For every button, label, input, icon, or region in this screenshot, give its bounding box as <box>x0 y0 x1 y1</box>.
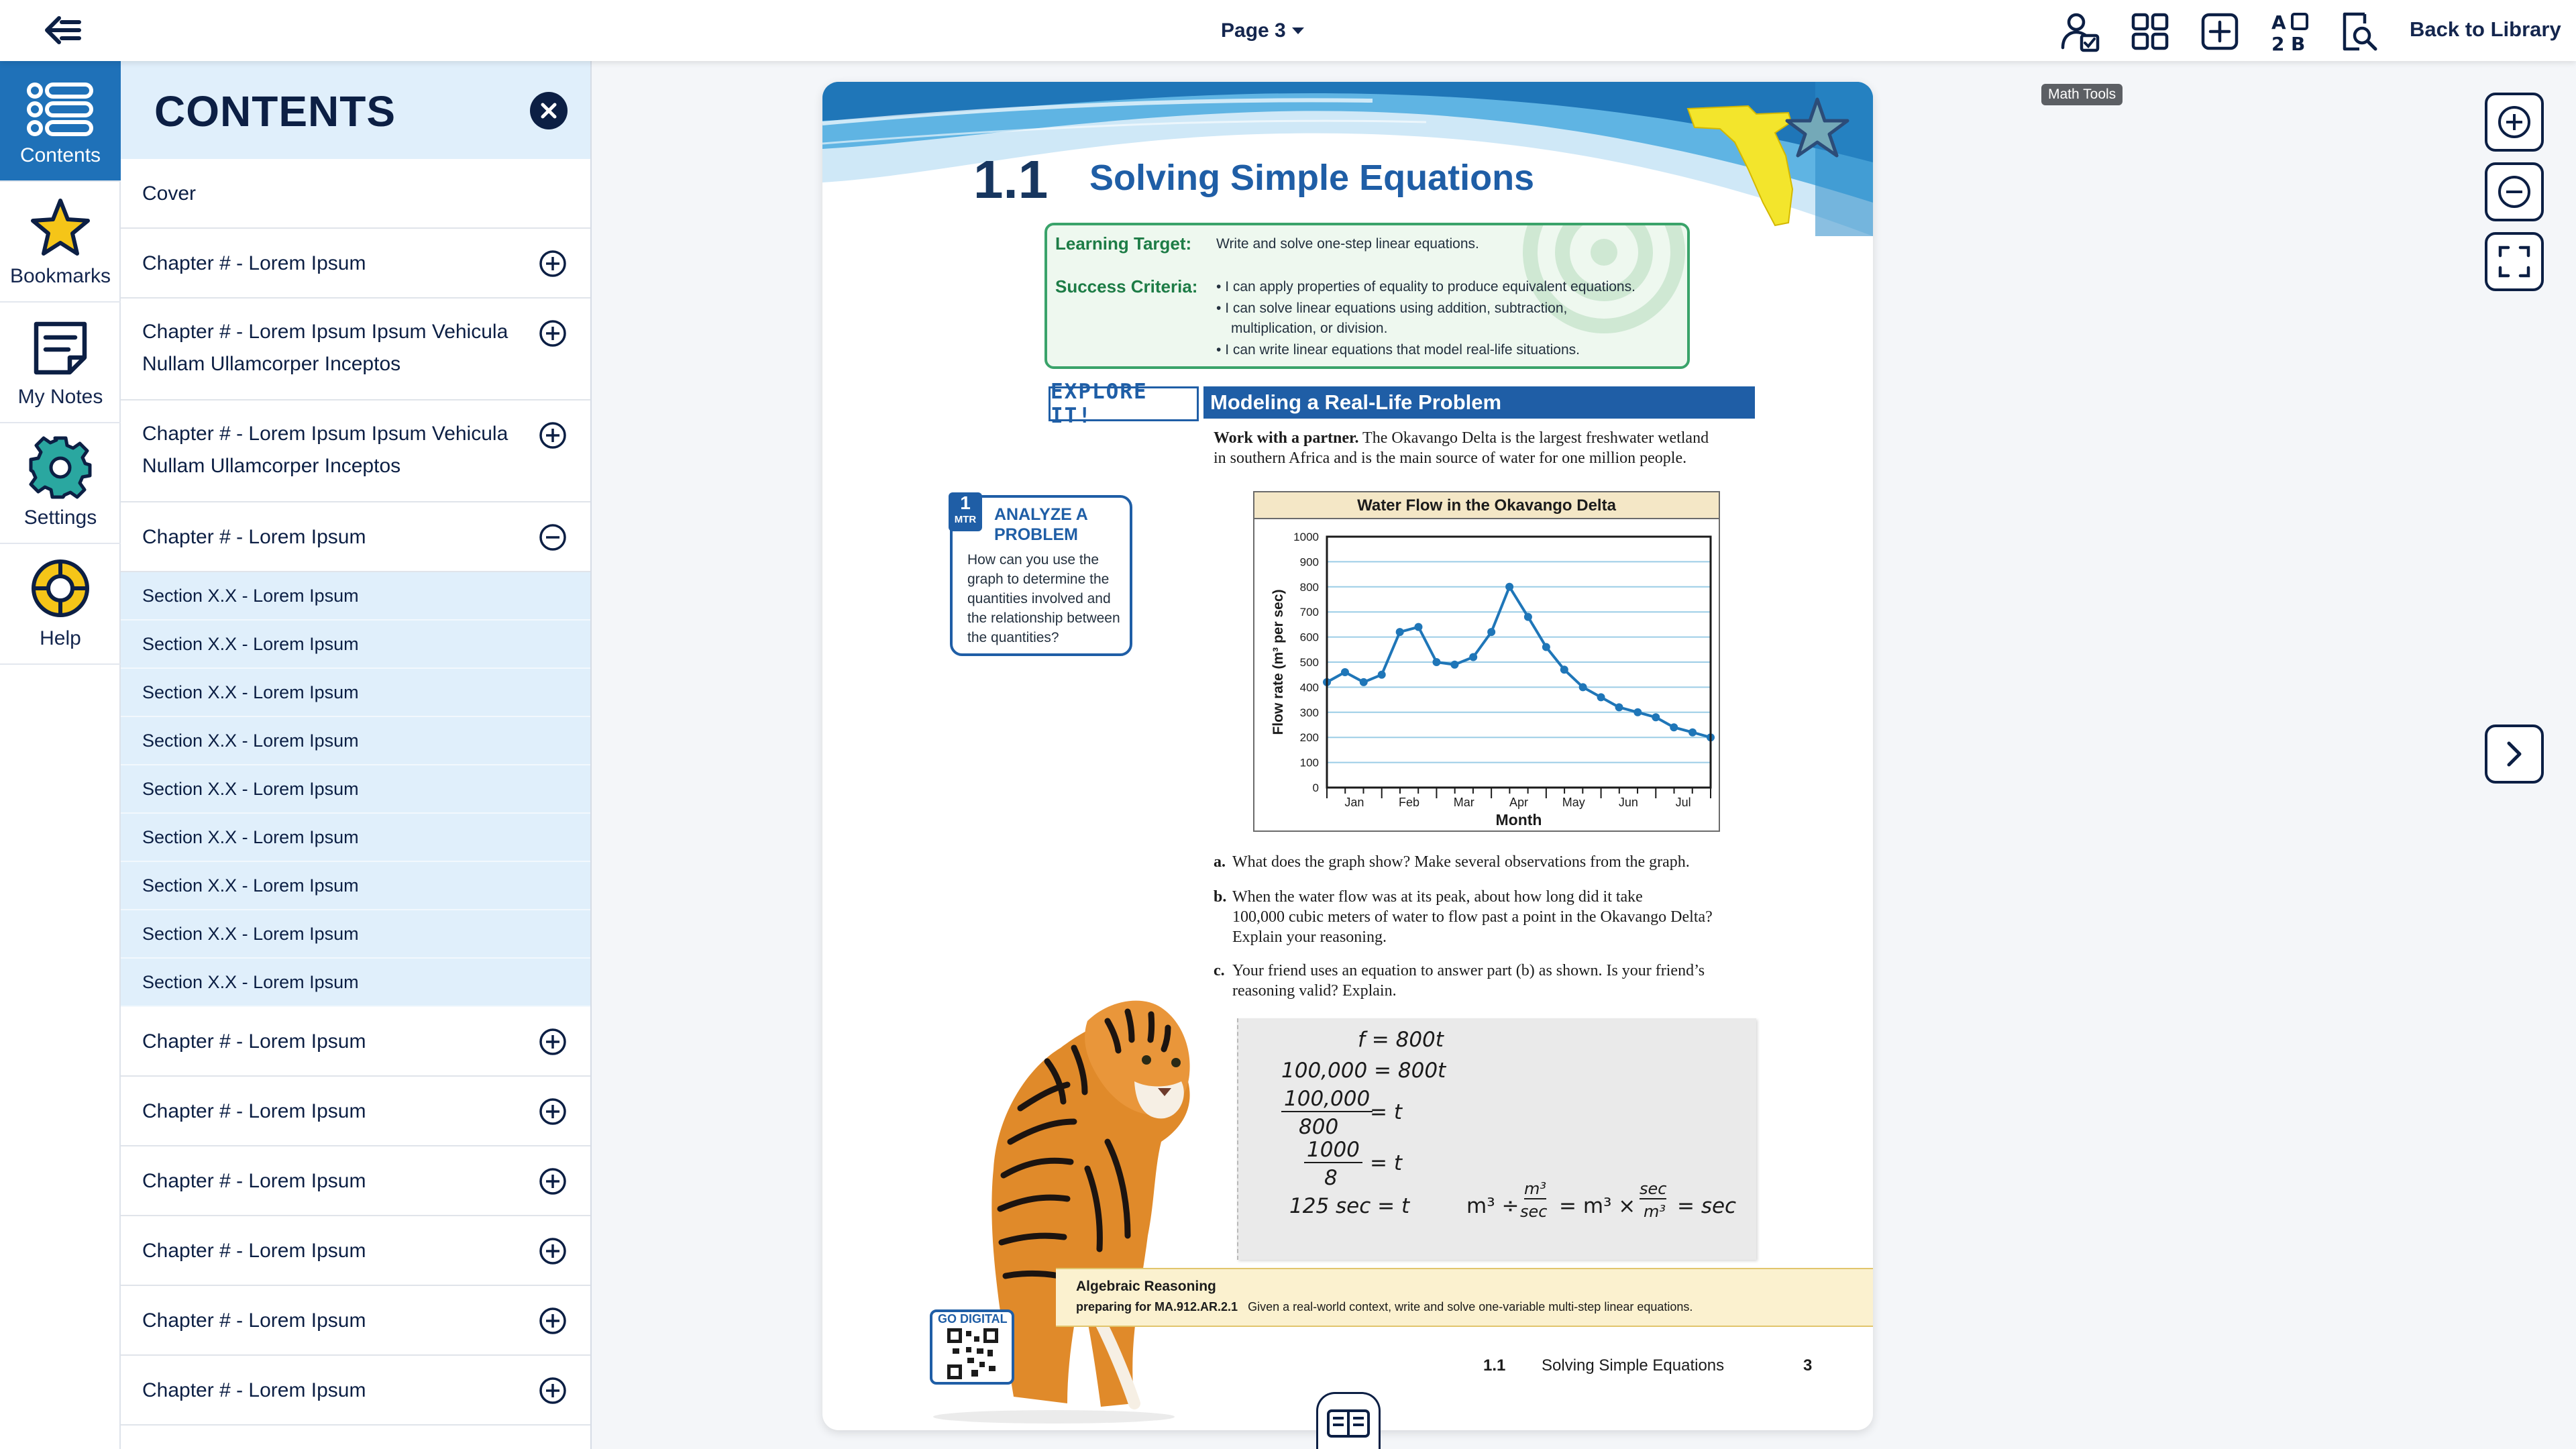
star-icon <box>28 197 93 258</box>
toc-section-label: Section X.X - Lorem Ipsum <box>142 634 359 654</box>
intro-line: The Okavango Delta is the largest freshwater wetland <box>1362 429 1709 447</box>
work-line: 100,000 = 800t <box>1281 1059 1446 1083</box>
search-page-button[interactable] <box>2336 8 2383 55</box>
book-page <box>822 82 1873 1430</box>
data-point <box>1597 693 1605 701</box>
chevron-right-icon <box>2501 739 2528 769</box>
list-icon <box>25 81 95 138</box>
mtr-body-line: quantities involved and <box>967 591 1111 606</box>
intro-line: in southern Africa and is the main source of water for one million people. <box>1214 449 1687 467</box>
close-icon <box>540 102 557 119</box>
toc-section-label: Section X.X - Lorem Ipsum <box>142 779 359 799</box>
back-to-library-link[interactable]: Back to Library <box>2410 17 2561 41</box>
toc-label: Chapter # - Lorem Ipsum Ipsum Vehicula <box>142 321 508 343</box>
chart-title: Water Flow in the Okavango Delta <box>1254 492 1719 519</box>
toc-chapter[interactable] <box>121 400 592 502</box>
question-line: 100,000 cubic meters of water to flow past a point in the Okavango Delta? <box>1232 908 1713 926</box>
rail-item-bookmarks[interactable] <box>0 182 121 303</box>
data-point <box>1360 678 1368 686</box>
toc-section[interactable] <box>121 910 592 959</box>
toc-label: Chapter # - Lorem Ipsum <box>142 1240 366 1262</box>
mtr-body-line: the relationship between <box>967 610 1120 626</box>
toc-section[interactable] <box>121 765 592 814</box>
gear-icon <box>28 435 93 500</box>
toc-section[interactable] <box>121 621 592 669</box>
toc-section-label: Section X.X - Lorem Ipsum <box>142 827 359 847</box>
go-digital-label: GO DIGITAL <box>938 1312 1008 1326</box>
units-fraction-denominator: m³ <box>1644 1202 1666 1221</box>
page-view-toggle-button[interactable] <box>1316 1392 1381 1449</box>
y-tick-label: 500 <box>1299 656 1319 669</box>
data-point <box>1469 653 1477 661</box>
question-line: reasoning valid? Explain. <box>1232 982 1397 1000</box>
rail-label: Settings <box>23 506 97 529</box>
y-tick-label: 200 <box>1299 731 1319 745</box>
data-point <box>1432 658 1440 666</box>
add-box-icon <box>2200 11 2240 52</box>
toc-section[interactable] <box>121 814 592 862</box>
y-tick-label: 600 <box>1299 631 1319 644</box>
data-point <box>1487 628 1495 636</box>
toc-chapter[interactable] <box>121 1077 592 1146</box>
zoom-in-icon <box>2496 104 2532 140</box>
data-point <box>1615 703 1623 711</box>
rail-label: Contents <box>19 144 101 166</box>
footer-page-number: 3 <box>1803 1356 1813 1375</box>
next-page-button[interactable] <box>2485 724 2544 784</box>
work-line: = t <box>1370 1151 1402 1175</box>
data-point <box>1450 661 1458 669</box>
footer-section-title: Solving Simple Equations <box>1542 1356 1725 1375</box>
toc-label: Chapter # - Lorem Ipsum Ipsum Vehicula <box>142 423 508 445</box>
toc-chapter[interactable] <box>121 299 592 400</box>
rail-label: Help <box>40 627 81 649</box>
x-tick-label: Mar <box>1453 796 1474 809</box>
footer-section-number: 1.1 <box>1483 1356 1506 1375</box>
rail-item-help[interactable] <box>0 544 121 665</box>
qr-code-icon <box>947 1328 998 1379</box>
rail-label: My Notes <box>17 386 103 408</box>
contents-title: CONTENTS <box>154 87 396 136</box>
standard-description: Given a real-world context, write and solve one-variable multi-step linear equations. <box>1248 1300 1693 1313</box>
left-rail <box>0 61 121 1449</box>
question-line: When the water flow was at its peak, about how long did it take <box>1232 888 1643 906</box>
rail-item-contents[interactable] <box>0 61 121 182</box>
work-fraction-numerator: 100,000 <box>1281 1087 1373 1112</box>
question-line: What does the graph show? Make several observations from the graph. <box>1232 853 1690 871</box>
mtr-badge-text: MTR <box>954 514 977 525</box>
toc-label: Cover <box>142 182 197 205</box>
toc-label: Chapter # - Lorem Ipsum <box>142 526 366 548</box>
expand-plus-icon[interactable] <box>538 1236 568 1266</box>
work-line: = t <box>1370 1100 1402 1124</box>
toc-chapter-expanded[interactable] <box>121 502 592 572</box>
data-point <box>1579 683 1587 691</box>
data-point <box>1560 665 1568 674</box>
add-resource-button[interactable] <box>2196 8 2243 55</box>
fullscreen-button[interactable] <box>2485 232 2544 291</box>
learning-target-box: Learning Target: Write and solve one-step linear equations. Success Criteria: • I can apply properties of equality to produce equivalent equations. • I can solve linear equations using addition, subtraction, multiplication, or division. • I can write linear equations that model real-life situations. <box>1044 223 1690 369</box>
math-tools-tooltip: Math Tools <box>2041 84 2123 105</box>
data-point <box>1396 628 1404 636</box>
x-tick-label: Apr <box>1509 796 1529 809</box>
mtr-body-line: How can you use the <box>967 552 1099 568</box>
expand-plus-icon[interactable] <box>538 1027 568 1057</box>
grid-icon <box>2130 11 2170 52</box>
go-digital-qr[interactable] <box>930 1309 1014 1385</box>
toc-chapter[interactable] <box>121 1216 592 1286</box>
question-line: Your friend uses an equation to answer part (b) as shown. Is your friend’s <box>1232 962 1705 979</box>
expand-plus-icon[interactable] <box>538 1306 568 1336</box>
toc-label: Chapter # - Lorem Ipsum <box>142 252 366 274</box>
expand-plus-icon[interactable] <box>538 1097 568 1126</box>
glossary-icon <box>2269 10 2310 53</box>
algebraic-reasoning-box <box>1056 1268 1873 1327</box>
intro-bold: Work with a partner. <box>1214 429 1359 447</box>
units-line: = sec <box>1677 1194 1737 1218</box>
toc-section-label: Section X.X - Lorem Ipsum <box>142 682 359 702</box>
friends-work-paper <box>1237 1018 1756 1260</box>
mtr-body <box>967 550 1127 647</box>
mtr-body-line: graph to determine the <box>967 572 1110 587</box>
explore-title: Modeling a Real-Life Problem <box>1203 386 1755 419</box>
toc-label: Nullam Ullamcorper Inceptos <box>142 455 401 477</box>
rail-label: Bookmarks <box>9 265 111 287</box>
toc-section-label: Section X.X - Lorem Ipsum <box>142 731 359 751</box>
toc-section[interactable] <box>121 669 592 717</box>
toc-label: Chapter # - Lorem Ipsum <box>142 1100 366 1122</box>
work-fraction-denominator: 8 <box>1324 1166 1338 1190</box>
mtr-badge <box>949 492 982 531</box>
y-tick-label: 800 <box>1299 580 1319 594</box>
units-fraction-numerator: sec <box>1640 1179 1667 1198</box>
expand-plus-icon[interactable] <box>538 319 568 348</box>
toc-section-label: Section X.X - Lorem Ipsum <box>142 586 359 606</box>
toc-label: Chapter # - Lorem Ipsum <box>142 1309 366 1332</box>
y-tick-label: 1000 <box>1293 531 1319 543</box>
toc-section[interactable] <box>121 862 592 910</box>
back-arrow-icon <box>40 14 83 46</box>
toc-chapter[interactable] <box>121 1426 592 1449</box>
data-point <box>1505 583 1513 591</box>
question-line: Explain your reasoning. <box>1232 928 1387 946</box>
y-tick-label: 0 <box>1312 782 1319 794</box>
section-number: 1.1 <box>973 150 1049 209</box>
page-selector[interactable] <box>1221 16 1305 46</box>
zoom-out-icon <box>2496 174 2532 210</box>
data-point <box>1670 723 1678 731</box>
page-label: Page 3 <box>1221 19 1286 42</box>
toc-chapter[interactable] <box>121 229 592 299</box>
mtr-heading <box>994 504 1088 545</box>
analyze-problem-box <box>950 492 1132 656</box>
units-line: m³ ÷ <box>1466 1194 1519 1218</box>
data-point <box>1542 643 1550 651</box>
question-c <box>1214 961 1757 1002</box>
caret-down-icon <box>1291 26 1305 36</box>
data-point <box>1524 613 1532 621</box>
toc-section-label: Section X.X - Lorem Ipsum <box>142 875 359 896</box>
standard-text <box>1076 1300 1693 1314</box>
criteria-item: multiplication, or division. <box>1231 321 1388 336</box>
question-letter: c. <box>1214 962 1225 979</box>
question-letter: b. <box>1214 888 1227 906</box>
contents-header <box>121 61 592 159</box>
math-tools-button[interactable] <box>2057 8 2104 55</box>
book-view-icon <box>1326 1407 1371 1440</box>
data-point <box>1341 668 1349 676</box>
expand-plus-icon[interactable] <box>538 249 568 278</box>
work-line: 125 sec = t <box>1289 1194 1410 1218</box>
toc-label: Chapter # - Lorem Ipsum <box>142 1170 366 1192</box>
x-tick-label: Jan <box>1344 796 1364 809</box>
learning-target-text: Write and solve one-step linear equations. <box>1216 236 1479 252</box>
fullscreen-icon <box>2498 245 2531 278</box>
units-line: = m³ × <box>1559 1194 1636 1218</box>
y-tick-label: 400 <box>1299 681 1319 694</box>
section-title: Solving Simple Equations <box>1089 158 1535 198</box>
question-b <box>1214 887 1757 949</box>
math-tools-icon <box>2059 10 2102 53</box>
criteria-item: I can apply properties of equality to produce equivalent equations. <box>1225 279 1635 294</box>
toc-chapter[interactable] <box>121 1356 592 1426</box>
toc-label: Chapter # - Lorem Ipsum <box>142 1030 366 1053</box>
x-tick-label: Feb <box>1399 796 1420 809</box>
chart-plot <box>1254 519 1719 830</box>
data-point <box>1652 713 1660 721</box>
y-tick-label: 300 <box>1299 706 1319 719</box>
toc-section-label: Section X.X - Lorem Ipsum <box>142 924 359 944</box>
close-contents-button[interactable] <box>530 92 568 129</box>
zoom-in-button[interactable] <box>2485 93 2544 152</box>
zoom-out-button[interactable] <box>2485 162 2544 221</box>
search-page-icon <box>2339 10 2379 53</box>
toc-chapter[interactable] <box>121 1007 592 1077</box>
y-tick-label: 100 <box>1299 756 1319 769</box>
data-point <box>1378 671 1386 679</box>
contents-panel <box>121 61 592 1449</box>
svg-text:B: B <box>2291 33 2306 53</box>
toc-section-label: Section X.X - Lorem Ipsum <box>142 972 359 992</box>
data-point <box>1633 708 1642 716</box>
question-letter: a. <box>1214 853 1226 871</box>
grid-view-button[interactable] <box>2127 8 2174 55</box>
learning-target-label: Learning Target: <box>1055 233 1192 254</box>
criteria-item: I can solve linear equations using addition, subtraction, <box>1225 301 1568 316</box>
rail-item-my-notes[interactable] <box>0 303 121 423</box>
x-tick-label: Jul <box>1675 796 1691 809</box>
toc-label: Nullam Ullamcorper Inceptos <box>142 353 401 375</box>
mtr-heading-line: PROBLEM <box>994 525 1078 544</box>
work-fraction-numerator: 1000 <box>1304 1138 1362 1163</box>
standard-code: preparing for MA.912.AR.2.1 <box>1076 1300 1238 1313</box>
toc-label: Chapter # - Lorem Ipsum <box>142 1379 366 1401</box>
toc-section[interactable] <box>121 717 592 765</box>
mtr-badge-number: 1 <box>960 492 971 513</box>
mtr-heading-line: ANALYZE A <box>994 505 1088 524</box>
success-criteria-label: Success Criteria: <box>1055 276 1198 297</box>
notes-icon <box>30 317 91 379</box>
y-tick-label: 900 <box>1299 555 1319 569</box>
explore-intro <box>1214 428 1757 468</box>
y-axis-label: Flow rate (m³ per sec) <box>1271 589 1286 735</box>
expand-plus-icon[interactable] <box>538 421 568 450</box>
x-tick-label: May <box>1562 796 1585 809</box>
data-point <box>1414 623 1422 631</box>
back-arrow-button[interactable] <box>35 9 89 51</box>
y-tick-label: 700 <box>1299 606 1319 619</box>
water-flow-chart <box>1253 491 1720 832</box>
expand-plus-icon[interactable] <box>538 1376 568 1405</box>
units-fraction-denominator: sec <box>1520 1202 1548 1221</box>
work-line: f = 800t <box>1358 1028 1444 1052</box>
toc-section[interactable] <box>121 572 592 621</box>
help-lifebuoy-icon <box>28 556 93 621</box>
toc-section[interactable] <box>121 959 592 1007</box>
work-fraction-denominator: 800 <box>1299 1115 1339 1139</box>
mtr-body-line: the quantities? <box>967 630 1059 645</box>
top-bar <box>0 0 2576 61</box>
question-a <box>1214 852 1757 872</box>
expand-plus-icon[interactable] <box>538 1167 568 1196</box>
units-fraction-numerator: m³ <box>1524 1179 1546 1198</box>
glossary-button[interactable] <box>2266 8 2313 55</box>
svg-text:A: A <box>2271 11 2286 34</box>
criteria-item: I can write linear equations that model real-life situations. <box>1225 342 1580 358</box>
toc-cover[interactable] <box>121 159 592 229</box>
algebraic-reasoning-title: Algebraic Reasoning <box>1076 1279 1216 1294</box>
rail-item-settings[interactable] <box>0 423 121 544</box>
svg-text:2: 2 <box>2271 33 2285 53</box>
toc-chapter[interactable] <box>121 1286 592 1356</box>
data-point <box>1688 729 1697 737</box>
collapse-minus-icon[interactable] <box>538 523 568 552</box>
x-axis-label: Month <box>1495 811 1542 828</box>
toc-chapter[interactable] <box>121 1146 592 1216</box>
x-tick-label: Jun <box>1618 796 1638 809</box>
explore-it-tag: EXPLORE IT! <box>1049 386 1199 421</box>
